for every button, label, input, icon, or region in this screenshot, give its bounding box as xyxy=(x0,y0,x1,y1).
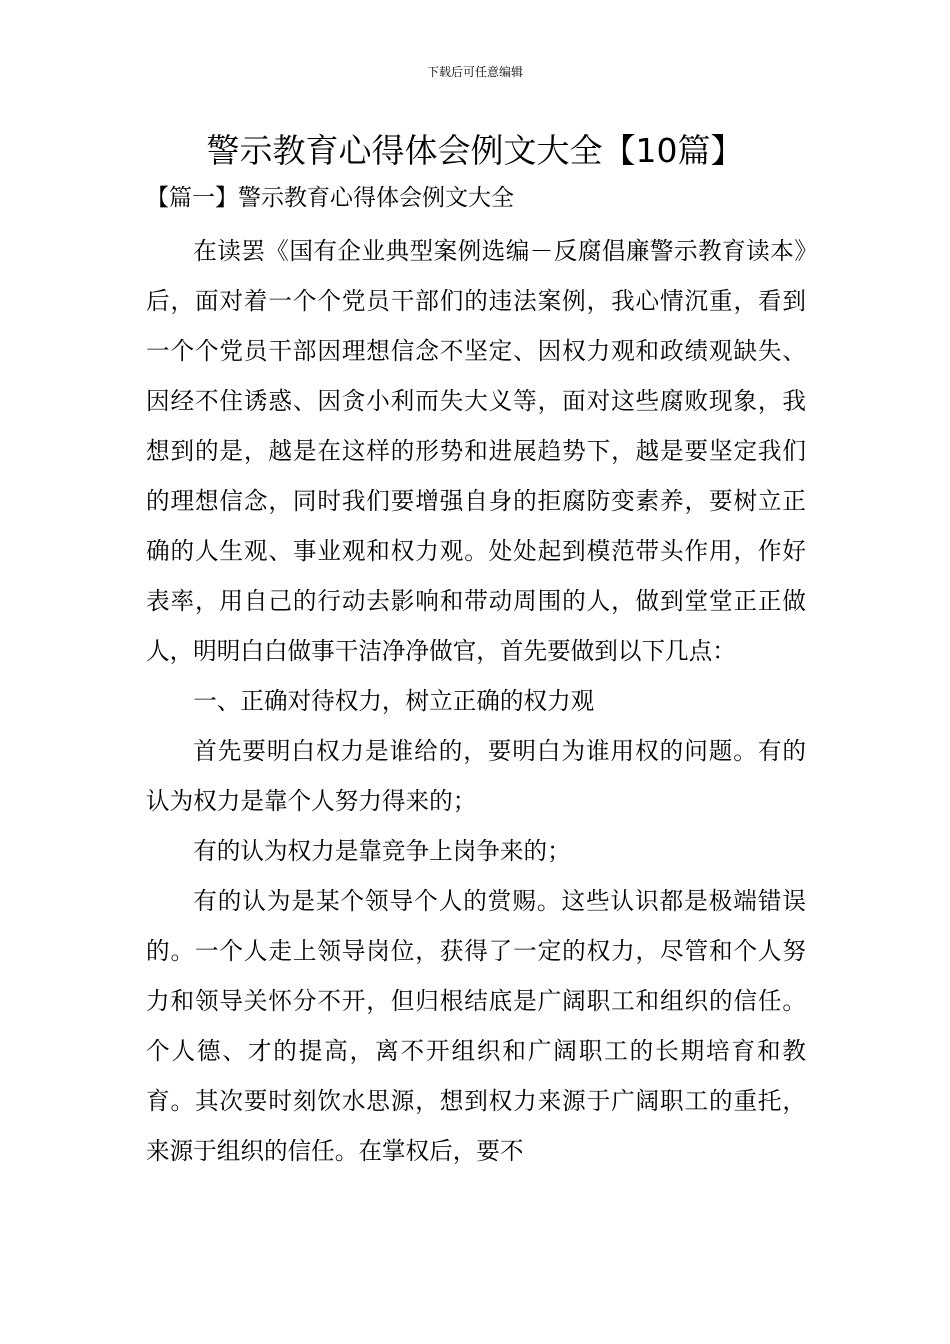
paragraph: 有的认为是某个领导个人的赏赐。这些认识都是极端错误的。一个人走上领导岗位，获得了一定的权力，尽管和个人努力和领导关怀分不开，但归根结底是广阔职工和组织的信任。个人德、才的提高，离不开组织和广阔职工的长期培育和教育。其次要时刻饮水思源，想到权力来源于广阔职工的重托，来源于组织的信任。在掌权后，要不 xyxy=(146,887,806,1165)
section-heading: 【篇一】警示教育心得体会例文大全 xyxy=(146,185,514,211)
document-title: 警示教育心得体会例文大全【10篇】 xyxy=(206,131,744,170)
paragraph: 首先要明白权力是谁给的，要明白为谁用权的问题。有的认为权力是靠个人努力得来的； xyxy=(146,737,806,815)
header-note: 下载后可任意编辑 xyxy=(426,65,523,79)
paragraph: 在读罢《国有企业典型案例选编－反腐倡廉警示教育读本》后，面对着一个个党员干部们的违法案例，我心情沉重，看到一个个党员干部因理想信念不坚定、因权力观和政绩观缺失、因经不住诱惑、因贪小利而失大义等，面对这些腐败现象，我想到的是，越是在这样的形势和进展趋势下，越是要坚定我们的理想信念，同时我们要增强自身的拒腐防变素养，要树立正确的人生观、事业观和权力观。处处起到模范带头作用，作好表率，用自己的行动去影响和带动周围的人，做到堂堂正正做人，明明白白做事干洁净净做官，首先要做到以下几点： xyxy=(146,237,806,665)
paragraph: 有的认为权力是靠竞争上岗争来的； xyxy=(193,837,571,865)
paragraph-heading: 一、正确对待权力，树立正确的权力观 xyxy=(193,687,595,715)
body-text xyxy=(146,226,806,1176)
